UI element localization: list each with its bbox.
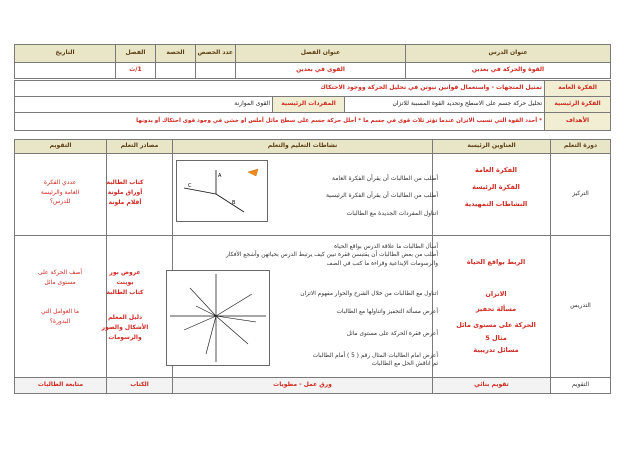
teach-eval-2: مستوى مائل [44,278,76,286]
fasl-title-value: القوى في بعدين [236,63,406,79]
main-idea-text: تحليل حركة جسم على الاسطح وتحديد القوة المسببة للاتزان [345,97,545,113]
focus-activity-1: أطلب من الطالبات أن يقرأن الفكرة العامة [331,175,438,182]
focus-source-2: أوراق ملونة [107,189,143,197]
lesson-title-value: القوة والحركة في بعدين [406,63,611,79]
header-table [14,44,611,79]
focus-source-3: أقلام ملونة [108,199,142,207]
focus-source-1: كتاب الطالبة [106,179,144,186]
header-col-fasl-title: عنوان الفصل [236,45,406,63]
header-col-period: الحصة [156,45,196,63]
teach-eval-1: أصف الحركة على [37,269,83,276]
teach-activity-3: والرسومات الإبداعية وقراءة ما كتب في الصف [326,260,438,267]
teach-eval-3: ما العوامل التي [40,308,80,316]
focus-activity-3: اتناول المفردات الجديدة مع الطالبات [346,209,438,217]
header-col-count: عدد الحصص [196,45,236,63]
teach-activity-7: أعرض امام الطالبات المثال رقم ( 5 ) أمام الطالبات [312,353,438,360]
header-col-lesson-title: عنوان الدرس [406,45,611,63]
teach-activities-right [272,290,438,369]
teach-activities-top [176,243,438,268]
teach-eval [16,268,104,326]
teach-activity-4: اتناول مع الطالبات من خلال الشرح والحوار مفهوم الاتزان [300,291,438,297]
final-formative: تقويم بنائي [433,378,551,394]
focus-activities [272,170,438,222]
focus-title-main: الفكرة الرئيسة [472,182,520,191]
teach-title-equilibrium: الاتزان [485,290,507,299]
main-idea-label: الفكرة الرئيسية [545,97,611,113]
final-worksheets: ورق عمل - مطويات [173,378,433,394]
stage-teach: التدريس [551,236,611,378]
focus-title-general: الفكرة العامة [474,166,517,174]
class-value: 1/ث [116,63,156,79]
teach-source-3: كتاب الطالبة [106,289,144,297]
focus-title-intro: النشاطات التمهيدية [464,199,528,208]
col-cycle: دورة التعلم [551,140,611,154]
teach-source-6: والرسومات [108,333,142,341]
diagram-label-a: A [218,173,222,179]
vocab-label: المفردات الرئيسية [273,97,345,113]
col-activities: نشاطات التعليم والتعلم [173,140,433,154]
header-col-class: الفصل [116,45,156,63]
final-book: الكتاب [107,378,173,394]
teach-eval-4: البدورة؟ [49,317,71,325]
teach-title-practice: مسائل تدريبية [473,346,519,355]
diagram-label-b: B [232,200,236,206]
col-sources: مصادر التعلم [107,140,173,154]
general-idea-label: الفكرة العامة [545,81,611,97]
focus-eval-1: عددي الفكرة [43,179,77,186]
diagram-label-c: C [188,183,192,189]
teach-source-1: عروض بور [109,269,141,276]
teach-activity-6: أعرض فقرة الحركة على مستوى مائل [346,331,438,338]
teach-activity-5: أعرض مسألة التحفيز واتناولها مع الطالبات [336,309,438,316]
vector-diagram-2 [166,270,270,366]
vector-diagram-1 [176,160,268,222]
header-col-date: التاريخ [15,45,116,63]
goals-label: الأهداف [545,113,611,131]
teach-activity-8: ثم اناقش الحل مع الطالبات [371,361,438,368]
teach-activity-2: أطلب من بعض الطالبات أن يقتبسن فقرة تبين كيف يرتبط الدرس بحياتهن وأشجع الأفكار [225,252,438,259]
ideas-table [14,80,611,131]
teach-source-2: بوينت [116,279,134,287]
goals-text: * أحدد القوة التي تسبب الاتزان عندما تؤثر ثلاث قوى في جسم ما * أحلل حركة جسم على سطح مائل أملس او خشن في وجود قوى احتكاك أو بدونها [15,113,545,131]
stage-focus: التركيز [551,154,611,236]
teach-titles [439,258,553,355]
vocab-text: القوى الموازنة [15,97,273,113]
focus-titles [439,162,553,213]
col-titles: العناوين الرئيسة [433,140,551,154]
focus-activity-2: أطلب من الطالبات أن يقرأن الفكرة الرئيسية [325,192,438,200]
teach-title-incline: الحركة على مستوى مائل [456,321,536,330]
focus-eval [16,178,104,207]
teach-source-4: دليل المعلم [107,313,143,321]
stage-eval: التقويم [551,378,611,394]
teach-title-reallife: الربط بواقع الحياة [466,258,526,266]
teach-title-motivation: مسألة تحفيز [475,304,517,313]
focus-eval-2: العامة والرئيسة [40,188,80,196]
focus-eval-3: للدرس؟ [49,198,71,206]
teach-activity-1: أسأل الطالبات ما علاقة الدرس بواقع الحياة [334,244,438,250]
col-eval: التقويم [15,140,107,154]
general-idea-text: تمثيل المتجهات - واستعمال قوانين نيوتن في تحليل الحركة ووجود الاحتكاك [15,81,545,97]
final-followup: متابعة الطالبات [15,378,107,394]
teach-source-5: الأشكال والصور [101,323,149,331]
teach-title-example: مثال 5 [485,333,507,342]
